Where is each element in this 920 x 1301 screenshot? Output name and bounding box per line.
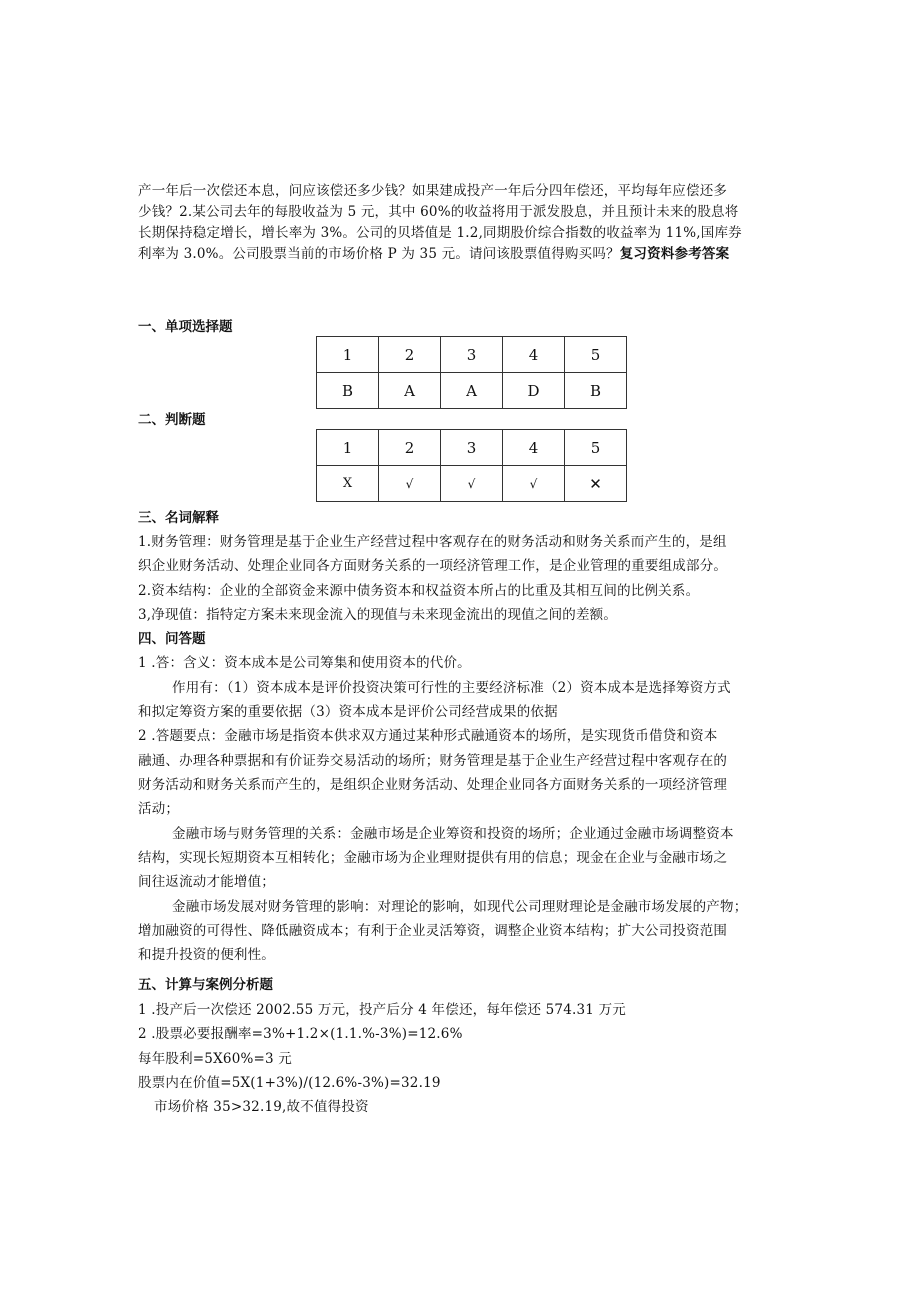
calc-line: 每年股利=5X60%=3 元 — [138, 1051, 293, 1067]
intro-line-4 — [138, 244, 729, 264]
table-cell: 4 — [503, 337, 565, 373]
calc-line: 2 .股票必要报酬率=3%+1.2×(1.1.%-3%)=12.6% — [138, 1026, 463, 1042]
qa-line — [172, 678, 731, 698]
term-line: 1.财务管理：财务管理是基于企业生产经营过程中客观存在的财务活动和财务关系而产生的，是组 — [138, 534, 727, 550]
term-line: 2.资本结构：企业的全部资金来源中债务资本和权益资本所占的比重及其相互间的比例关系。 — [138, 583, 700, 599]
qa-line: 金融市场与财务管理的关系：金融市场是企业筹资和投资的场所；企业通过金融市场调整资本 — [172, 826, 734, 842]
table-row-numbers — [317, 430, 627, 466]
calc-line: 1 .投产后一次偿还 2002.55 万元，投产后分 4 年偿还，每年偿还 574.31 万元 — [138, 1002, 626, 1018]
term-line: 3,净现值：指特定方案未来现金流入的现值与未来现金流出的现值之间的差额。 — [138, 607, 618, 623]
section1-title: 一、单项选择题 — [138, 319, 233, 335]
intro-line-2: 少钱？2.某公司去年的每股收益为 5 元，其中 60%的收益将用于派发股息，并且预计未来的股息将 — [138, 204, 739, 220]
single-choice-answer-table — [316, 336, 627, 409]
cross-mark-icon: ✕ — [565, 466, 627, 502]
check-mark-icon: √ — [379, 466, 441, 502]
qa-line: 财务活动和财务关系而产生的，是组织企业财务活动、处理企业同各方面财务关系的一项经济管理 — [138, 777, 728, 793]
section2-title: 二、判断题 — [138, 412, 206, 428]
table-cell: X — [317, 466, 379, 502]
table-row-answers — [317, 466, 627, 502]
table-cell: D — [503, 373, 565, 409]
qa-line: 增加融资的可得性、降低融资成本；有利于企业灵活筹资，调整企业资本结构；扩大公司投资范围 — [138, 923, 728, 939]
table-cell: 3 — [441, 430, 503, 466]
table-row-answers — [317, 373, 627, 409]
table-cell: 5 — [565, 430, 627, 466]
calc-line: 市场价格 35>32.19,故不值得投资 — [154, 1099, 369, 1115]
calc-line: 股票内在价值=5X(1+3%)/(12.6%-3%)=32.19 — [138, 1075, 441, 1091]
qa-line: 金融市场发展对财务管理的影响：对理论的影响，如现代公司理财理论是金融市场发展的产物； — [172, 899, 748, 915]
answer-section-title: 复习资料参考答案 — [619, 246, 730, 262]
section4-title: 四、问答题 — [138, 631, 206, 647]
qa-line: 1 .答：含义：资本成本是公司筹集和使用资本的代价。 — [138, 655, 471, 671]
table-cell: A — [441, 373, 503, 409]
check-mark-icon: √ — [503, 466, 565, 502]
qa-line: 间往返流动才能增值； — [138, 874, 275, 890]
check-mark-icon: √ — [441, 466, 503, 502]
qa-line: 结构，实现长短期资本互相转化；金融市场为企业理财提供有用的信息；现金在企业与金融市场之 — [138, 850, 728, 866]
term-line: 织企业财务活动、处理企业同各方面财务关系的一项经济管理工作，是企业管理的重要组成部分。 — [138, 558, 728, 574]
table-cell: 5 — [565, 337, 627, 373]
table-cell: A — [379, 373, 441, 409]
table-cell: 1 — [317, 337, 379, 373]
table-cell: B — [565, 373, 627, 409]
section5-title: 五、计算与案例分析题 — [138, 977, 273, 993]
intro-line-3: 长期保持稳定增长，增长率为 3%。公司的贝塔值是 1.2,同期股价综合指数的收益率为 11%,国库券 — [138, 225, 742, 241]
intro-line-4-text: 利率为 3.0%。公司股票当前的市场价格 P 为 35 元。请问该股票值得购买吗？ — [138, 246, 620, 262]
table-cell: 4 — [503, 430, 565, 466]
true-false-answer-table — [316, 429, 627, 502]
qa-line: 和拟定筹资方案的重要依据（3）资本成本是评价公司经营成果的依据 — [138, 704, 558, 720]
section3-title: 三、名词解释 — [138, 510, 219, 526]
table-cell: 1 — [317, 430, 379, 466]
qa-line: 2 .答题要点：金融市场是指资本供求双方通过某种形式融通资本的场所，是实现货币借贷和资本 — [138, 728, 718, 744]
table-cell: 3 — [441, 337, 503, 373]
qa-line: 融通、办理各种票据和有价证券交易活动的场所；财务管理是基于企业生产经营过程中客观存在的 — [138, 753, 728, 769]
table-cell: 2 — [379, 337, 441, 373]
qa-text: 作用有：（1）资本成本是评价投资决策可行性的主要经济标准（2）资本成本是选择筹资方式 — [172, 680, 731, 696]
table-cell: B — [317, 373, 379, 409]
table-cell: 2 — [379, 430, 441, 466]
qa-line: 和提升投资的便利性。 — [138, 947, 275, 963]
table-row-numbers — [317, 337, 627, 373]
qa-line: 活动； — [138, 801, 180, 817]
intro-line-1: 产一年后一次偿还本息，问应该偿还多少钱？如果建成投产一年后分四年偿还，平均每年应偿还多 — [138, 183, 728, 199]
